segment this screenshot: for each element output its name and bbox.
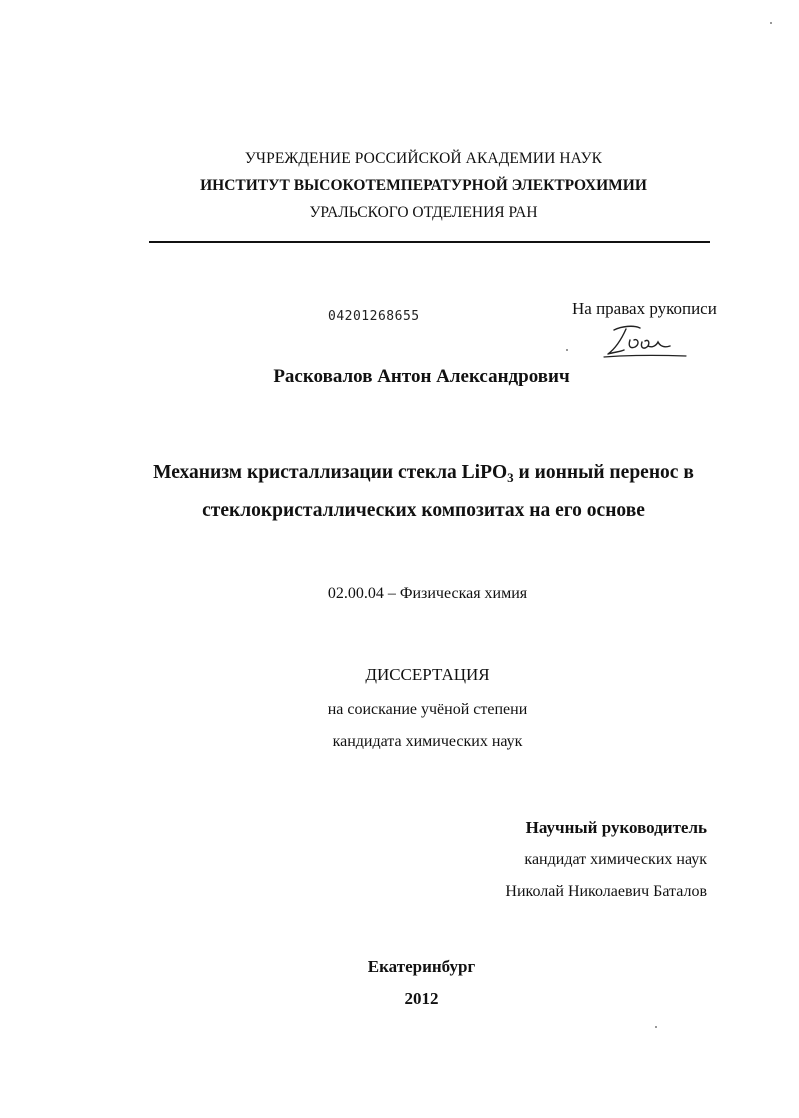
institution-line-2: ИНСТИТУТ ВЫСОКОТЕМПЕРАТУРНОЙ ЭЛЕКТРОХИМИИ xyxy=(200,177,647,194)
title-line-2: стеклокристаллических композитах на его основе xyxy=(202,500,645,521)
title-line-1 xyxy=(24,462,799,484)
document-type: ДИССЕРТАЦИЯ xyxy=(365,665,490,684)
stamp-number: 04201268655 xyxy=(328,309,420,324)
scan-speck xyxy=(655,1026,657,1028)
supervisor-degree: кандидат химических наук xyxy=(524,851,707,868)
degree-line-2: кандидата химических наук xyxy=(332,733,523,750)
year: 2012 xyxy=(404,989,439,1008)
institution-line-3: УРАЛЬСКОГО ОТДЕЛЕНИЯ РАН xyxy=(309,204,538,221)
rights-note: На правах рукописи xyxy=(572,299,717,318)
city: Екатеринбург xyxy=(367,957,476,976)
supervisor-name: Николай Николаевич Баталов xyxy=(505,883,707,900)
scan-speck xyxy=(566,349,568,351)
institution-line-1: УЧРЕЖДЕНИЕ РОССИЙСКОЙ АКАДЕМИИ НАУК xyxy=(244,150,603,167)
author-name: Расковалов Антон Александрович xyxy=(273,366,570,387)
supervisor-role: Научный руководитель xyxy=(525,818,707,837)
header-divider xyxy=(149,241,710,243)
title-line-1-start: Механизм кристаллизации стекла LiPO xyxy=(153,462,508,483)
scan-speck xyxy=(770,22,772,24)
degree-line-1: на соискание учёной степени xyxy=(327,701,528,718)
handwritten-signature xyxy=(600,322,690,360)
title-subscript: 3 xyxy=(507,470,514,485)
specialty: 02.00.04 – Физическая химия xyxy=(327,585,528,602)
title-line-1-end: и ионный перенос в xyxy=(513,462,694,483)
